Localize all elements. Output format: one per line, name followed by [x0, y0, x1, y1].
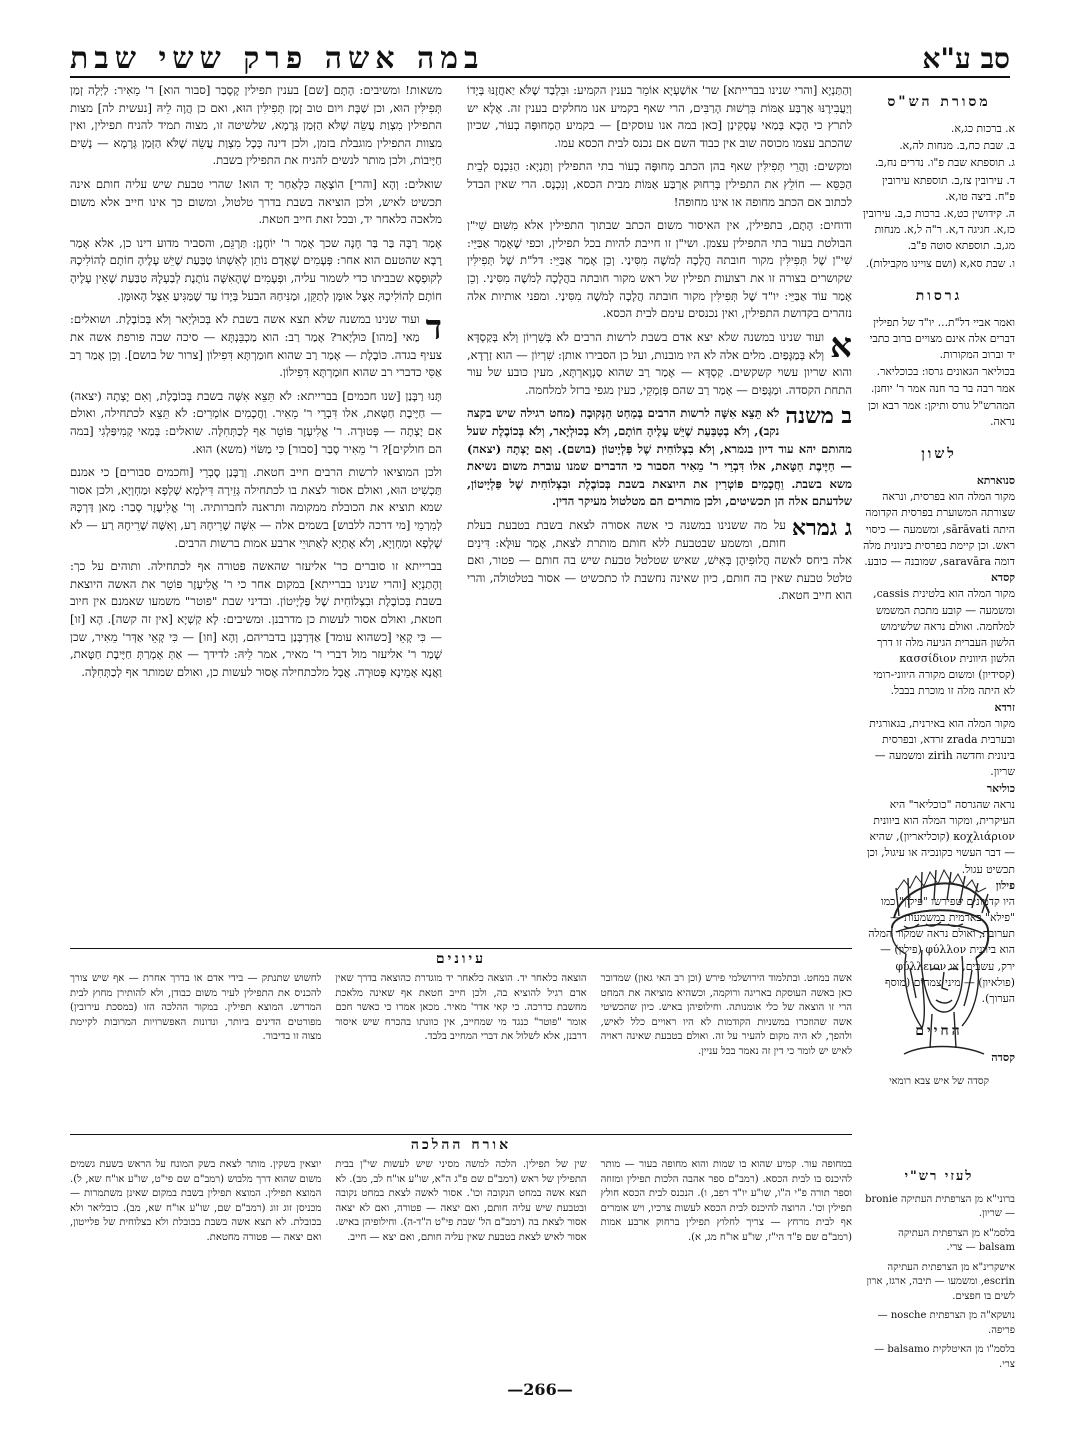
helmet-label: קסדה	[991, 1051, 1015, 1065]
lashon-entry	[863, 700, 1015, 781]
halakha-columns	[70, 1158, 852, 1245]
girsaot-list	[863, 315, 1015, 430]
masoret-item: ב. שבת כח,ב. מנחות לה,א.	[899, 139, 1015, 153]
masoret-section	[863, 92, 1015, 272]
masoret-item: ה. קידושין כט,א. ברכות כ,ב. עירובין כז,א. חגיגה ד,א. ר"ה ל,א. מנחות מג,ב. תוספתא סוטה פ"ב.	[862, 206, 1015, 253]
laaz-item: ברוני"א מן הצרפתית העתיקה bronie — שריון.	[865, 1193, 1015, 1220]
lashon-term: קסדא	[990, 571, 1015, 585]
gemara-marker: ג גמרא	[791, 515, 852, 542]
laaz-item: אישקרינ"א מן הצרפתית העתיקה escrin, ומשמעו — תיבה, ארגז, ארון לשים בו חפצים.	[866, 1261, 1015, 1302]
lashon-term: כוליאר	[986, 781, 1015, 795]
roman-helmet-image	[864, 858, 1014, 1068]
gemara-paragraph: תָּנוּ רַבָּנַן [שנו חכמים] בברייתא: לֹא תֵּצֵא אִשָּׁה בשבת בְּכוֹבֶלֶת, וְאִם יָצְתָה (יצאה) — חַיֶּיבֶת חַטָּאת, אלו דִּבְרֵי ר' מֵאִיר. וַחֲכָמִים אוֹמְרִים: לֹא תֵּצֵא לכתחילה, ואולם אִם יָצְתָה — פְּטוּרָה. ר' אֱלִיעֶזֶר פּוֹטֵר אַף לְכַתְּחִלָּה. שואלים: בְּמַאי קָמִיפַּלְגִי [במה הם חולקים]? ר' מֵאִיר סָבַר [סבור] כִּי מַשּׂוֹי (משא) הוּא.	[70, 388, 442, 456]
lashon-text: מקור המלה הוא באירנית, בגאורגית ובערבית zrada זרדא, ובפרסית בינונית וחדשה zirih ומשמעה — שריון.	[869, 716, 1015, 779]
gemara-paragraph: ודוחים: הָתָם, בתפילין, אין האיסור משום הכתב שבתוך התפילין אלא מִשּׁוּם שִׁי"ן הבולטת בעור בתי התפילין עצמן. ושי"ן זו חייבת להיות בכל תפילין, וכפי שֶׁאָמַר אַבַּיֵּי: שִׁי"ן שֶׁל תְּפִילִּין מקור חובתה הֲלָכָה לְמֹשֶׁה מִסִּינַי. וְכֵן אָמַר אַבַּיֵּי: דל"ת שֶׁל תְּפִילִּין שקושרים בצורה זו את רצועות תפילין של ראש מקור חובתה בהֲלָכָה לְמֹשֶׁה מִסִּינַי. וְכֵן אָמַר עוֹד אַבַּיֵּי: יו"ד שֶׁל תְּפִילִּין מקור חובתה הֲלָכָה לְמֹשֶׁה מִסִּינַי. ומפני אותיות אלה נזהרים בקדושת התפילין, ואין נכנסים עימם לבית הכסא.	[467, 218, 852, 321]
chapter-title: במה אשה פרק ששי שבת	[70, 41, 485, 76]
laaz-rashi-section	[863, 1168, 1015, 1377]
gemara-opening	[467, 517, 852, 605]
girsaot-heading: גרסות	[915, 287, 963, 304]
gemara-paragraph: ומקשים: וַהֲרֵי תְּפִילִּין שאף בהן הכתב מְחוּפֶּה בְעוֹר בתי התפילין וְתַנְיָא: הַנִּכְנָס לְבֵית הַכִּסֵּא — חוֹלֵץ את התפילין בְּרִחוּק אַרְבַּע אַמּוֹת מבית הכסא, וְנִכְנָס. הרי שאין הבדל לכתוב אם הכתב מחופה או אינו מחופה!	[467, 159, 852, 209]
gemara-text: על מה ששנינו במשנה כי אשה אסורה לצאת בשבת בטבעת בעלת חותם, ומשמע שבטבעת ללא חותם מותרת לצאת, אָמַר עוּלָּא: דִּינִים אלה ביחס לאשה הֲלוּפִיהֶן בְּאִישׁ, שאיש שטלטל טבעת שיש בה חותם — פטור, ואם טלטל טבעת שאין בה חותם, כיון שאינה נחשבת לו כתכשיט — אסור בטלטולה, והרי הוא חייב חטאת.	[467, 518, 852, 603]
iyunim-columns	[70, 972, 852, 1059]
laaz-item: בלסמ"א מן הצרפתית העתיקה balsam — צרי.	[898, 1227, 1015, 1254]
helmet-caption: קסדה של איש צבא רומאי	[889, 1076, 989, 1087]
hayim-heading: החיים	[915, 1023, 963, 1040]
lashon-heading: לשון	[921, 446, 957, 462]
iyunim-heading: עיונים	[435, 951, 487, 967]
page-header	[70, 30, 1010, 78]
iyunim-column: לחשוש שתנתק — בידי אדם או בדרך אחרת — אף שיש צורך להכניס את התפילין לעיר משום כבודן, ולא להותירן מחוץ לבית המדרש. המוצא תפילין. במקור ההלכה הזו (במסכת עירובין) מפורטים הדינים ביותר, ונדונות האפשרויות המרובות לקיימת מצוה זו בדיבור.	[70, 973, 322, 1042]
page-number: —266—	[507, 1380, 573, 1399]
laaz-item: נושקא"ה מן הצרפתית nosche — פריפה.	[877, 1310, 1015, 1336]
halakha-column: במחופה עור. קמיע שהוא בו שמות והוא מחופה בעור — מותר להיכנס בו לבית הכסא. (רמב"ם ספר אהבה הלכות תפילין ומזוזה וספר תורה פ"י ה"ו, שו"ע יו"ד רפב, ו). הנכנס לבית הכסא חולץ תפילין וכו'. הרוצה להיכנס לבית הכסא לעשות צרכיו, ויש אומרים אף לבית מרחץ — צריך לחלוץ תפילין ברחוק ארבע אמות (רמב"ם שם פ"ד הי"ז, שו"ע או"ח מג, א).	[600, 1159, 852, 1243]
gemara-paragraph: בברייתא זו סוברים כר' אליעזר שהאשה פטורה אף לכתחילה. ותוהים על כך: וְהָתַנְיָא [והרי שנינו בברייתא] במקום אחר כי ר' אֱלִיעֶזֶר פּוֹטֵר את האשה היוצאת בשבת בְּכוֹבֶלֶת וּבִצְלוֹחִית שֶׁל פַּלְיָיטוֹן. ובדיני שבת "פוטר" משמעו שאמנם אין חיוב חטאת, ואולם אסור לעשות כן מדרבנן. וּמשיבים: לָא קַשְׁיָא [אין זה קשה]. הָא [זו] — כִּי קָאֵי [כשהוא עומד] אַדְּרַבָּנַן בדבריהם, וְהָא [וזו] — כִּי קָאֵי אַדְּר' מֵאִיר, שכן שָׁמַר ר' אליעזר מול דברי ר' מאיר, אמר לֵיהּ: לדידך — אַתְּ אָמְרַתְּ חַיֶּיבֶת חַטָּאת, וַאֲנָא אָמֵינָא פְּטוּרָה. אֲבָל מלכתחילה אָסוּר לעשות כן, ואולם שמותר אף לְכַתְּחִלָּה.	[70, 559, 442, 679]
mishnah-paragraph	[467, 405, 852, 511]
girsaot-item: ואמר אביי דל"ת... יו"ד של תפילין דברים אלה אינם מצויים ברוב כתבי יד וברוב המקורות.	[869, 315, 1015, 362]
daf-reference: סב ע"א	[922, 42, 1010, 75]
lashon-text: נראה שהגרסה "כוכליאר" היא העיקרית, ומקור המלה הוא ביוונית κοχλιάριον (קוכליאריון), שהיא — דבר העשוי כקונכיה או עיגול, וכן תכשיט עגול.	[866, 797, 1015, 876]
lashon-text: מקור המלה הוא בפרסית, ונראה שצורתה המשוערת בפרסית הקדומה היתה sārāvati, ומשמעה — כיסוי ראש. וכן קיימת בפרסית בינונית מלה דומה saravāra, שמובנה — כובע.	[863, 490, 1015, 568]
halakha-column: שין של תפילין. הלכה למשה מסיני שיש לעשות שי"ן בבית התפילין של ראש (רמב"ם שם פ"ג ה"א, שו"ע או"ח לב, מב). לא תצא אשה במחט הנקובה וכו'. אסור לאשה לצאת במחט נקובה ובטבעת שיש עליה חותם, ואם יצאה — פטורה, ואם לא יצאה אסור לצאת בה (רמב"ם הל' שבת פי"ט ה"ד-ה). וחילופיהן באיש. אסור לאיש לצאת בטבעת שאין עליה חותם, ואם יצא — חייב.	[335, 1159, 587, 1243]
iyunim-column: הוצאה כלאחר יד. הוצאה כלאחר יד מוגדרת כהוצאה בדרך שאין אדם רגיל להוציא בה, ולכן חייב חטאת אף שאינה מלאכת מחשבת כדרכה. כי קאי אדר' מאיר. מכאן אמרו כי כאשר חכם אומר "פוטר" כנגד מי שמחייב, אין כוונתו בהכרח שיש איסור דרבנן, אלא לשלול את דברי המחייב בלבד.	[335, 973, 587, 1042]
masoret-item: ו. שבת סא,א (ושם צויינו מקבילות).	[865, 256, 1015, 270]
masoret-list	[863, 121, 1015, 272]
gemara-paragraph: וְהַתַּנְיָא [והרי שנינו בברייתא] שר' אוֹשַׁעְיָא אוֹמֵר בענין הקמיע: וּבִלְבַד שֶׁלֹּא יַאחֲזֶנּוּ בְּיָדוֹ וְיַעֲבִירֶנּוּ אַרְבַּע אַמּוֹת בִּרְשׁוּת הָרַבִּים, הרי שאף בקמיע אנו מחלקים בענין זה. אָלָא יש לתרץ כי הָכָא בְּמַאי עָסְקִינַן [כאן במה אנו עוסקים] — בקמיע הַמְחוּפֶּה בְעוֹר, שכיון שהכתב עצמו מכוסה שוב אין כבוד השם אם נכנס לבית הכסא עמו.	[467, 83, 852, 150]
section-letter: א	[830, 325, 852, 366]
gemara-paragraph: ולכן המוציאו לרשות הרבים חייב חטאת. וְרַבָּנַן סָבְרֵי [וחכמים סבורים] כי אמנם תַּכְשִׁיט הוּא, ואולם אסור לצאת בו לכתחילה גְּזֵירָה דִּילְמָא שָׁלְפָא וּמַחְוְיָא, ולכן אסור שמא תוציא את הכובלת ממקומה ותראנה לחברותיה. וְר' אֱלִיעֶזֶר סָבַר: מַאן דַּרְכָּהּ לְמִרְמֵי [מי דרכה ללבוש] בשמים אלה — אִשָּׁה שֶׁרֵיחָהּ רַע, וְאִשָּׁה שֶׁרֵיחָהּ רַע — לֹא שָׁלְפָא וּמַחְוְיָא, וְלֹא אָתְיָא לְאַתּוּיֵי ארבע אמות ברשות הרבים.	[70, 465, 442, 550]
laaz-item: בלסמ"ו מן האיטלקית balsamo — צרי.	[874, 1344, 1015, 1370]
halakha-section	[70, 1134, 852, 1385]
section-letter: ד	[425, 308, 442, 349]
gemara-paragraph: משאות! ומשיבים: הָתָם [שם] בענין תפילין קָסָבַר [סבור הוא] ר' מֵאִיר: לַיְלָה זְמַן תְּפִילִּין הוּא, וכן שַׁבָּת ויום טוב זְמַן תְּפִילִּין הוּא, ואם כן הֲוָה לֵיהּ [נעשית לה] מצות התפילין מִצְוַת עֲשֵׂה שֶׁלֹּא הַזְּמַן גְּרָמָא, שלשיטה זו, מצוה תמיד להניח תפילין, ואין מצוות התפילין מוגבלת בזמן, ולכן דינה כְּכָל מִצְוַת עֲשֵׂה שֶׁלֹּא הַזְּמַן גְּרָמָא — נָשִׁים חַיָּיבוֹת, ולכן מותר לנשים להניח את התפילין בשבת.	[70, 83, 442, 168]
lashon-text: היו קדמונים שפירשו "פילון" כמו "פילא" בארמית במשמעות — תערובת, ואולם נראה שמקור המלה הוא ביוונית φύλλον (פילון) — ירק, עשבים, או φύλλειον (פולאיון) — מיני צמחים (מוסף הערוך).	[868, 894, 1015, 1005]
masoret-item: א. ברכות כג,א.	[950, 122, 1015, 135]
girsaot-section	[863, 286, 1015, 430]
helmet-illustration	[863, 858, 1015, 1108]
gemara-text: ועוד שנינו במשנה שלא יצא אדם בשבת לרשות הרבים לֹא בְּשִׁרְיוֹן וְלֹא בְּקַסְדָּא וְלֹא בְּמַגָּפַיִם. מלים אלה לא היו מובנות, ועל כן הסבירו אותן: שִׁרְיוֹן — הוא זַרְדָא, והוא שריון עשוי קשקשים. קַסְדָּא — אָמַר רַב שהוא סַנְוָארְתָּא, מעין כובע של עור התחת הקסדה. וּמַגָּפַיִם — אָמַר רַב שהם פְּזַמְקֵי, כעין מגפי ברזל למלחמה.	[467, 329, 852, 397]
iyunim-column: אשה במחט. ובתלמוד הירושלמי פירש (וכן רב האי גאון) שמדובר כאן באשה העוסקת באריגה ורוקמה, וכשהיא מוציאה את המחט הרי זו הוצאה של כלי אומנותה. וחילופיהן באיש. כיון שהכשיטי אשה שהוזכרו במשניות הקודמות לא היו ראויים כלל לאיש, ולהפך, לא היה מקום להעיר על זה. ואולם בטבעת שאינה ראויה לאיש יש לומר כי דין זה נאמר בכל עניין.	[600, 973, 852, 1057]
masoret-item: ג. תוספתא שבת פ"ו. נדרים נח,ב.	[874, 156, 1015, 170]
lashon-text: מקור המלה הוא בלטינית cassis, ומשמעה — קובע מתכת המשמש למלחמה. ואולם נראה שלשימוש הלשון העברית הגיעה מלה זו דרך הלשון היוונית κασσίδιον (קסידיון) ומשום מקורה היווני-רומי לא היתה מלה זו מוכרת בבבל.	[873, 587, 1015, 698]
main-text-left-column	[70, 82, 442, 944]
masoret-heading: מסורת הש"ס	[887, 94, 991, 110]
lashon-entry	[863, 570, 1015, 700]
laaz-heading: לעזי רש"י	[904, 1169, 974, 1184]
lashon-term: פילון	[995, 878, 1015, 892]
gemara-paragraph: אָמַר רַבָּה בַּר בַּר חָנָה שכך אָמַר ר' יוֹחָנָן: תַּרְגֵּם, והסביר מדוע דינו כן, אלא אָמַר רָבָא שהטעם הוא אחר: פְּעָמִים שֶׁאָדָם נוֹתֵן לְאִשְׁתּוֹ טַבַּעַת שֶׁיֵּשׁ עָלֶיהָ חוֹתָם לְהוֹלִיכָהּ לְקוּפְסָא שבביתו כדי לשמור עליה, וּפְעָמִים שֶׁהָאִשָּׁה נוֹתֶנֶת לְבַעְלָהּ טַבַּעַת שֶׁאֵין עָלֶיהָ חוֹתָם לְהוֹלִיכָהּ אֵצֶל אוּמָּן לְתַקֵּן, וּמַנִּיחַהּ הבעל בְּיָדוֹ עַד שֶׁמַּגִּיעַ אֵצֶל הָאוּמָּן.	[70, 235, 442, 303]
gemara-text: ועוד שנינו במשנה שלא תצא אשה בשבת לֹא בְּכוּלְיָאר וְלֹא בְּכוֹבֶלֶת. ושואלים: מַאי [מהו] כּוּלְיָאר? אָמַר רַב: הוא מַכְבֵּנְתָּא — סיכה שבה פורפת אשה את צעיף בגדה. כּוֹבֶלֶת — אָמַר רַב שהוא חוּמַרְתָּא דִּפִילוֹן [צרור של בושם]. וְכֵן אָמַר רַב אַסִּי כדברי רב שהוא חוּמַרְתָּא דִּפִילוֹן.	[70, 312, 442, 380]
gemara-paragraph: שואלים: וְהָא [והרי] הוֹצָאָה כִּלְאַחַר יָד הוּא! שהרי טבעת שיש עליה חותם אינה תכשיט לאיש, ולכן הוציאה בשבת בדרך טלטול, ומשום כך אינו חייב אלא משום מלאכה כלאחר יד, ובכל זאת חייב חטאת.	[70, 177, 442, 227]
gemara-paragraph	[467, 325, 852, 399]
lashon-term: סנוארתא	[976, 474, 1015, 487]
girsaot-item: אמר רבה בר בר חנה אמר ר' יוחנן. המהרש"ל גורס ותיקן: אמר רבא וכן נראה.	[867, 382, 1015, 428]
lashon-term: זרדא	[994, 700, 1015, 714]
iyunim-section	[70, 948, 852, 1129]
mishnah-text: לֹא תֵּצֵא אִשָּׁה לרשות הרבים בְּמַחַט הַנְּקוּבָה (מחט רגילה שיש בקצה נקב), וְלֹא בְטַבַּעַת שֶׁיֵּשׁ עָלֶיהָ חוֹתָם, וְלֹא בְכוּלְיָאר, וְלֹא בְּכוֹבֶלֶת שעל מהותם יהא עוד דיון בגמרא, וְלֹא בִצְלוֹחִית שֶׁל פַּלְיָיטוֹן (בושם). וְאִם יָצְתָה (יצאה) — חַיֶּיבֶת חַטָּאת, אלו דִּבְרֵי ר' מֵאִיר הסבור כי הדברים שמנו עוברת משום נשיאת משא בשבת. וַחֲכָמִים פּוֹטְרִין את היוצאת בשבת בְּכוֹבֶלֶת וּבִצְלוֹחִית שֶׁל פַּלְיָיטוֹן, שלדעתם אלה הן תכשיטים, ולכן מותרים הם מטלטול מעיקר הדין.	[467, 406, 852, 509]
gemara-paragraph	[70, 308, 442, 381]
halakha-column: יוצאין בשקין. מותר לצאת בשק המונח על הראש בשעת גשמים משום שהוא דרך מלבוש (רמב"ם שם פי"ט, שו"ע או"ח שא, ל). המוצא תפילין. המוצא תפילין בשבת במקום שאינן משתמרות — מכניסן זוג זוג (רמב"ם שם, שו"ע או"ח שא, מב). כובליאר ולא בכובלת. לא תצא אשה בשבת בכובלת ולא בצלוחית של פלייטון, ואם יצאה — פטורה מחטאת.	[70, 1159, 322, 1243]
main-text-right-column	[467, 82, 852, 944]
lashon-entry	[863, 473, 1015, 570]
halakha-heading: אורח ההלכה	[410, 1137, 512, 1153]
masoret-item: ד. עירובין צז,ב. תוספתא עירובין פ"ח. ביצה טו,א.	[882, 173, 1015, 203]
mishnah-marker: ב משנה	[785, 403, 852, 430]
girsaot-item: בכוליאר הגאונים גרסו: בכוכליאר.	[876, 365, 1015, 379]
